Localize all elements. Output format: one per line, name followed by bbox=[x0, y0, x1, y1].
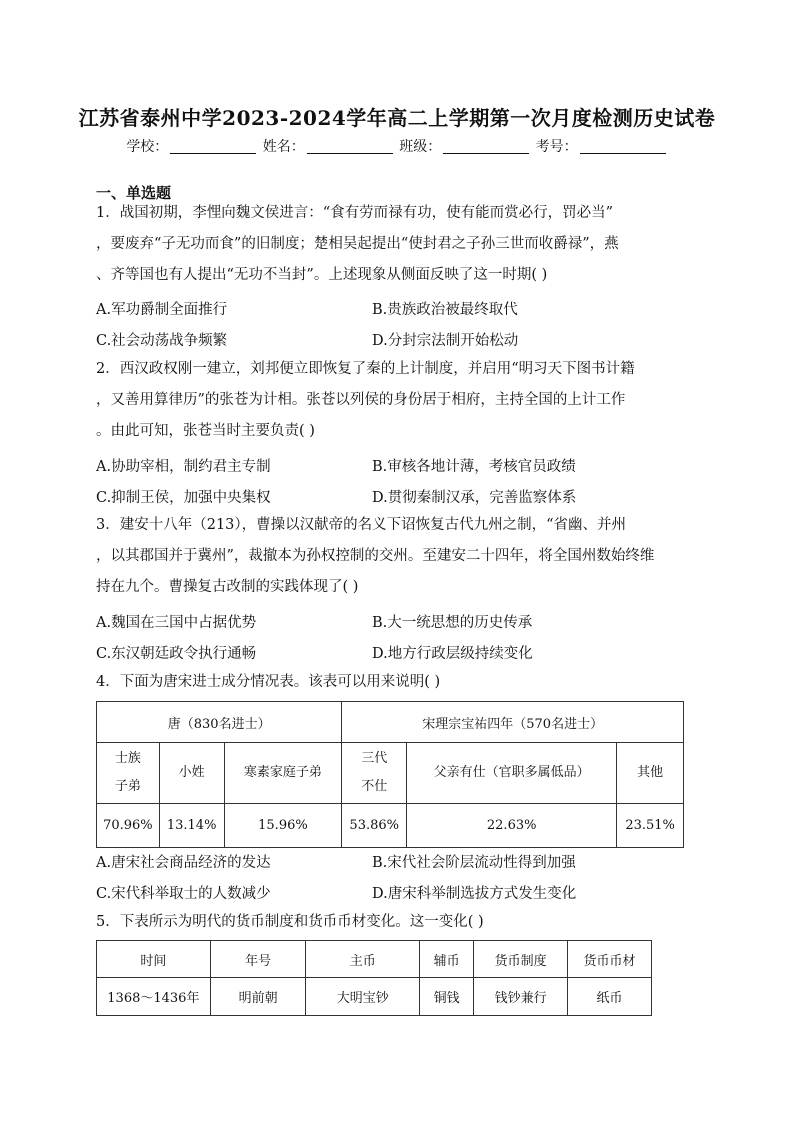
page-title: 江苏省泰州中学2023-2024学年高二上学期第一次月度检测历史试卷 bbox=[78, 106, 716, 130]
q3-option-a[interactable]: A.魏国在三国中占据优势 bbox=[96, 615, 257, 631]
q1-option-c[interactable]: C.社会动荡战争频繁 bbox=[96, 333, 228, 349]
school-blank[interactable] bbox=[170, 139, 256, 154]
table-cell: 钱钞兼行 bbox=[474, 978, 568, 1016]
table-col-other: 其他 bbox=[617, 743, 684, 804]
table-cell: 大明宝钞 bbox=[306, 978, 419, 1016]
q2-option-b[interactable]: B.审核各地计薄，考核官员政绩 bbox=[372, 459, 576, 475]
table-header: 主币 bbox=[306, 941, 419, 978]
student-info-line bbox=[0, 136, 794, 156]
table-col-gentry: 士族 子弟 bbox=[97, 743, 160, 804]
table-cell: 70.96% bbox=[97, 804, 160, 848]
table-col-no-office: 三代 不仕 bbox=[342, 743, 407, 804]
table-header: 年号 bbox=[210, 941, 306, 978]
class-blank[interactable] bbox=[443, 139, 529, 154]
q4-option-b[interactable]: B.宋代社会阶层流动性得到加强 bbox=[372, 855, 576, 871]
table-cell: 13.14% bbox=[159, 804, 224, 848]
q4-option-c[interactable]: C.宋代科举取士的人数减少 bbox=[96, 886, 271, 902]
question-line: 持在九个。曹操复古改制的实践体现了( ) bbox=[96, 579, 359, 595]
q4-option-a[interactable]: A.唐宋社会商品经济的发达 bbox=[96, 855, 271, 871]
q3-option-b[interactable]: B.大一统思想的历史传承 bbox=[372, 615, 533, 631]
question-5-stem: 5．下表所示为明代的货币制度和货币币材变化。这一变化( ) bbox=[96, 914, 484, 930]
table-cell: 铜钱 bbox=[419, 978, 473, 1016]
table-col-poor-family: 寒素家庭子弟 bbox=[224, 743, 342, 804]
question-line: 1．战国初期，李悝向魏文侯进言：“食有劳而禄有功，使有能而赏必行，罚必当” bbox=[96, 205, 614, 221]
table-header-song: 宋理宗宝祐四年（570名进士） bbox=[342, 702, 684, 743]
name-blank[interactable] bbox=[307, 139, 393, 154]
question-4-stem: 4．下面为唐宋进士成分情况表。该表可以用来说明( ) bbox=[96, 674, 441, 690]
question-3-stem bbox=[96, 510, 696, 603]
question-line: 3．建安十八年（213），曹操以汉献帝的名义下诏恢复古代九州之制，“省幽、并州 bbox=[96, 517, 627, 533]
question-line: ，要废弃“子无功而食”的旧制度；楚相吴起提出“使封君之子孙三世而收爵禄”，燕 bbox=[96, 236, 619, 252]
q2-option-a[interactable]: A.协助宰相，制约君主专制 bbox=[96, 459, 271, 475]
table-col-father-official: 父亲有仕（官职多属低品） bbox=[407, 743, 617, 804]
table-col-minor-clan: 小姓 bbox=[159, 743, 224, 804]
class-label: 班级： bbox=[399, 139, 442, 155]
question-line: 、齐等国也有人提出“无功不当封”。上述现象从侧面反映了这一时期( ) bbox=[96, 267, 548, 283]
school-label: 学校： bbox=[126, 139, 169, 155]
table-cell: 15.96% bbox=[224, 804, 342, 848]
number-blank[interactable] bbox=[580, 139, 666, 154]
q1-option-d[interactable]: D.分封宗法制开始松动 bbox=[372, 333, 519, 349]
table-cell: 明前朝 bbox=[210, 978, 306, 1016]
name-label: 姓名： bbox=[262, 139, 305, 155]
q2-option-d[interactable]: D.贯彻秦制汉承，完善监察体系 bbox=[372, 490, 577, 506]
question-1-stem bbox=[96, 198, 696, 291]
question-line: ，又善用算律历”的张苍为计相。张苍以列侯的身份居于相府，主持全国的上计工作 bbox=[96, 392, 626, 408]
number-label: 考号： bbox=[535, 139, 578, 155]
table-cell: 53.86% bbox=[342, 804, 407, 848]
question-line: 2．西汉政权刚一建立，刘邦便立即恢复了秦的上计制度，并启用“明习天下图书计籍 bbox=[96, 361, 635, 377]
q1-option-a[interactable]: A.军功爵制全面推行 bbox=[96, 302, 228, 318]
q1-option-b[interactable]: B.贵族政治被最终取代 bbox=[372, 302, 518, 318]
question-line: ，以其郡国并于冀州”，裁撤本为孙权控制的交州。至建安二十四年，将全国州数始终维 bbox=[96, 548, 655, 564]
q2-option-c[interactable]: C.抑制王侯，加强中央集权 bbox=[96, 490, 271, 506]
q4-table bbox=[96, 701, 684, 848]
q4-option-d[interactable]: D.唐宋科举制选拔方式发生变化 bbox=[372, 886, 577, 902]
table-header-tang: 唐（830名进士） bbox=[97, 702, 342, 743]
section-heading: 一、单选题 bbox=[96, 184, 172, 202]
table-cell: 22.63% bbox=[407, 804, 617, 848]
table-cell: 纸币 bbox=[568, 978, 652, 1016]
q5-table bbox=[96, 940, 652, 1016]
table-cell: 23.51% bbox=[617, 804, 684, 848]
question-line: 。由此可知，张苍当时主要负责( ) bbox=[96, 423, 315, 439]
table-header: 货币制度 bbox=[474, 941, 568, 978]
table-header: 时间 bbox=[97, 941, 211, 978]
table-header: 货币币材 bbox=[568, 941, 652, 978]
q3-option-c[interactable]: C.东汉朝廷政令执行通畅 bbox=[96, 646, 257, 662]
q3-option-d[interactable]: D.地方行政层级持续变化 bbox=[372, 646, 533, 662]
table-cell: 1368～1436年 bbox=[97, 978, 211, 1016]
question-2-stem bbox=[96, 354, 696, 447]
table-header: 辅币 bbox=[419, 941, 473, 978]
